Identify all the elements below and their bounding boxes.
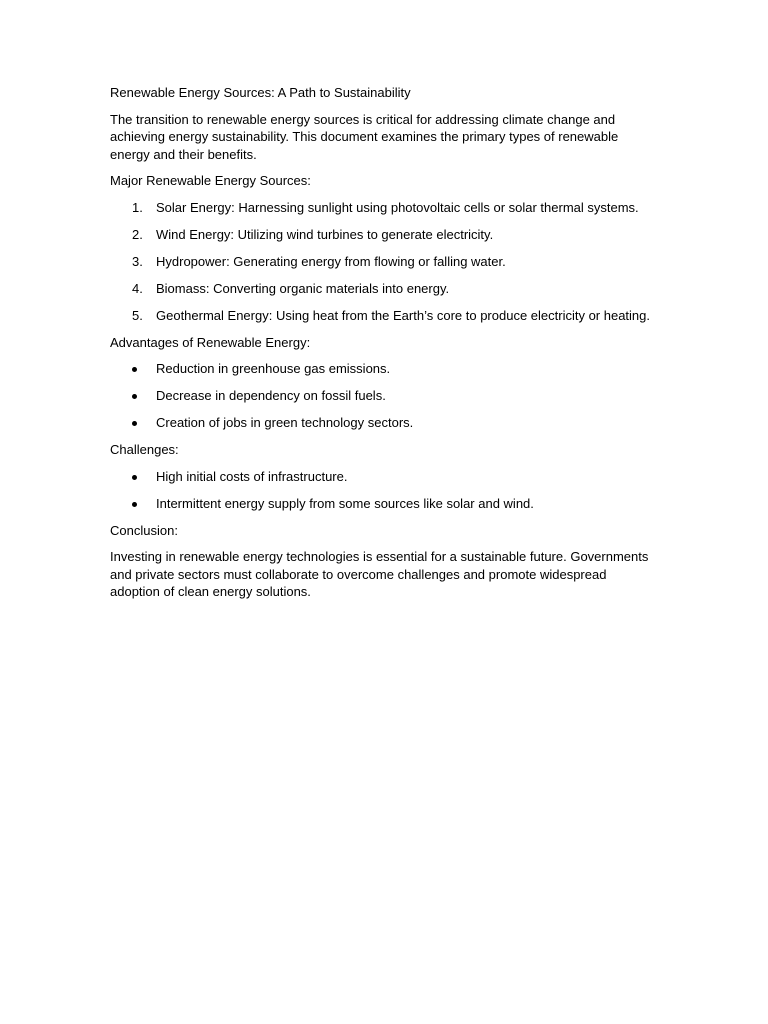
list-number: 4. — [132, 280, 143, 296]
list-item — [110, 253, 650, 271]
conclusion-heading: Conclusion: — [110, 522, 178, 538]
list-number: 3. — [132, 253, 143, 269]
document-page — [110, 84, 650, 610]
list-item — [110, 199, 650, 217]
list-item-text: Solar Energy: Harnessing sunlight using photovoltaic cells or solar thermal systems. — [156, 199, 639, 215]
list-item-text: Creation of jobs in green technology sectors. — [156, 415, 414, 430]
bullet-icon — [132, 475, 137, 480]
advantages-list — [110, 360, 650, 432]
list-item-text: Decrease in dependency on fossil fuels. — [156, 388, 386, 403]
list-item — [110, 280, 650, 298]
list-item-text: Biomass: Converting organic materials into energy. — [156, 280, 450, 296]
list-item-text: Reduction in greenhouse gas emissions. — [156, 361, 391, 376]
bullet-icon — [132, 502, 137, 507]
list-item-text: Intermittent energy supply from some sources like solar and wind. — [156, 495, 534, 511]
list-item — [110, 387, 650, 405]
sources-list — [110, 199, 650, 325]
conclusion-paragraph: Investing in renewable energy technologies is essential for a sustainable future. Governments and private sectors must collaborate to overcome challenges and promote widespread adoption of clean energy solutions. — [110, 549, 649, 599]
bullet-icon — [132, 367, 137, 372]
advantages-heading: Advantages of Renewable Energy: — [110, 334, 311, 350]
list-item-text: Hydropower: Generating energy from flowing or falling water. — [156, 253, 506, 269]
sources-heading: Major Renewable Energy Sources: — [110, 173, 311, 188]
bullet-icon — [132, 421, 137, 426]
intro-paragraph: The transition to renewable energy sources is critical for addressing climate change and achieving energy sustainability. This document examines the primary types of renewable energy and their benefits. — [110, 111, 619, 162]
challenges-list — [110, 468, 650, 513]
list-item-text: Wind Energy: Utilizing wind turbines to generate electricity. — [156, 226, 494, 242]
list-number: 1. — [132, 199, 143, 215]
list-item — [110, 414, 650, 432]
list-number: 2. — [132, 226, 143, 242]
bullet-icon — [132, 394, 137, 399]
list-item — [110, 495, 650, 513]
challenges-heading: Challenges: — [110, 442, 179, 457]
document-title: Renewable Energy Sources: A Path to Sustainability — [110, 85, 411, 100]
list-item — [110, 468, 650, 486]
list-item-text: High initial costs of infrastructure. — [156, 468, 348, 484]
list-item — [110, 226, 650, 244]
list-number: 5. — [132, 307, 143, 323]
list-item — [110, 307, 650, 325]
list-item — [110, 360, 650, 378]
list-item-text: Geothermal Energy: Using heat from the Earth’s core to produce electricity or heating. — [156, 307, 651, 323]
